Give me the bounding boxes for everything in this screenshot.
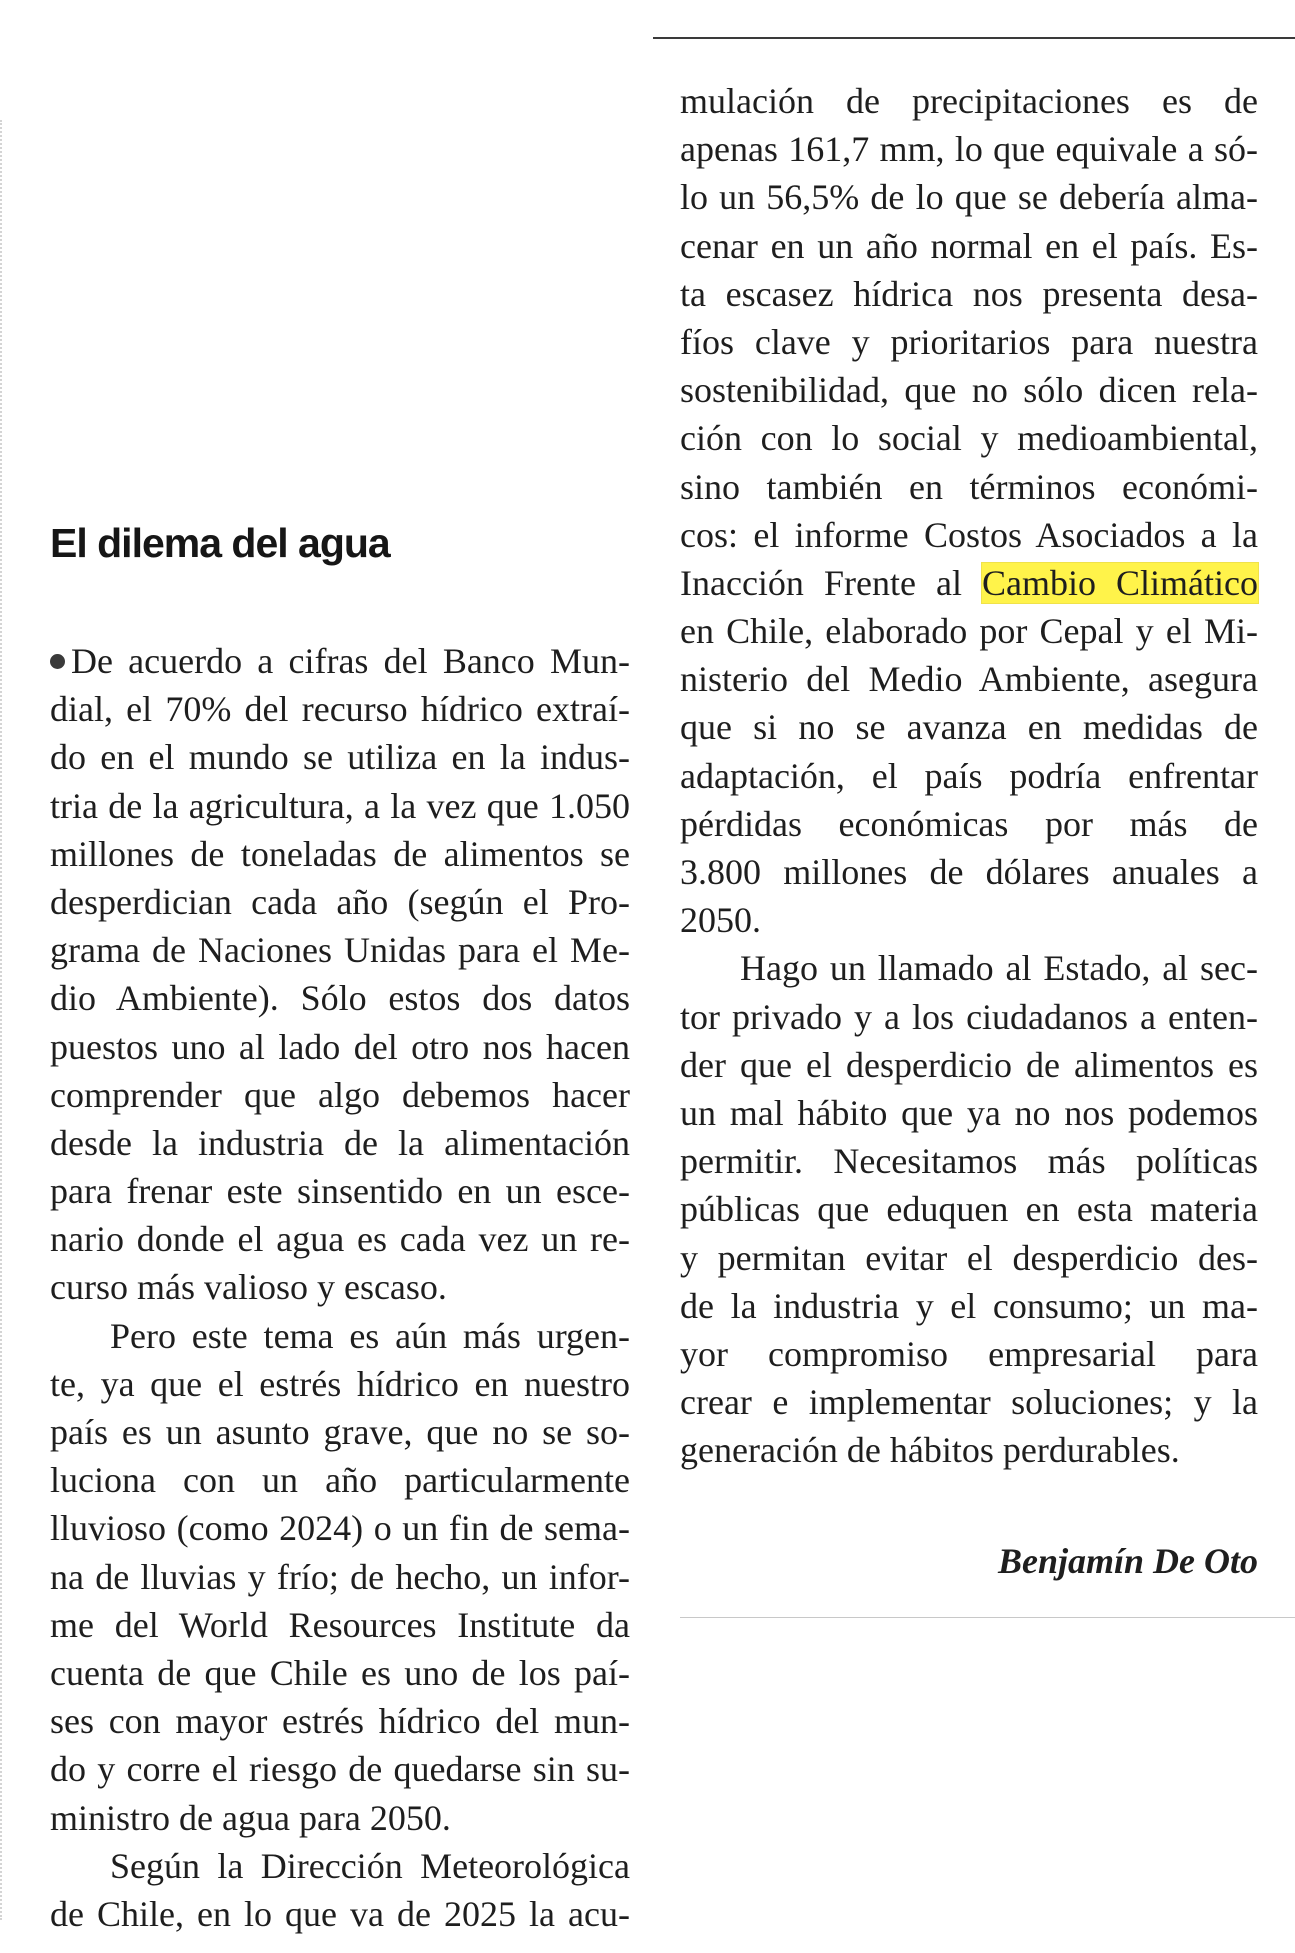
paragraph-4 [680, 944, 1258, 1474]
text-line: Según la Dirección Meteorológica [110, 1845, 630, 1886]
text-line: de Chile, en lo que va de 2025 la acu- [50, 1893, 630, 1934]
text-line: un mal hábito que ya no nos podemos [680, 1092, 1258, 1133]
author-signature: Benjamín De Oto [997, 1541, 1258, 1581]
text-line: públicas que eduquen en esta materia [680, 1189, 1258, 1230]
text-line: luciona con un año particularmente [50, 1460, 630, 1501]
text-line: lluvioso (como 2024) o un fin de sema- [50, 1508, 630, 1549]
bullet-icon [50, 654, 65, 669]
text-line: 3.800 millones de dólares anuales a [680, 852, 1258, 892]
text-line: lo un 56,5% de lo que se debería alma- [680, 177, 1258, 218]
text-line: do en el mundo se utiliza en la indus- [50, 737, 630, 778]
text-line: me del World Resources Institute da [50, 1604, 630, 1645]
text-line: Hago un llamado al Estado, al sec- [740, 948, 1258, 989]
text-line: de la industria y el consumo; un ma- [680, 1285, 1258, 1326]
bottom-rule [680, 1617, 1295, 1618]
text-line: apenas 161,7 mm, lo que equivale a só- [680, 129, 1258, 170]
text-line: do y corre el riesgo de quedarse sin su- [50, 1749, 630, 1790]
paragraph-3-start [50, 1842, 630, 1938]
text-line: mulación de precipitaciones es de [680, 81, 1258, 121]
text-line: desde la industria de la alimentación [50, 1122, 630, 1163]
left-column [50, 0, 630, 1938]
text-line: que si no se avanza en medidas de [680, 707, 1258, 748]
text-line [680, 559, 1258, 607]
text-line: ses con mayor estrés hídrico del mun- [50, 1701, 630, 1742]
text-line: en Chile, elaborado por Cepal y el Mi- [680, 611, 1258, 652]
right-column [680, 0, 1258, 1474]
text-line: De acuerdo a cifras del Banco Mun- [50, 637, 630, 685]
text-line: 2050. [680, 900, 761, 941]
text-line: tria de la agricultura, a la vez que 1.050 [50, 785, 630, 826]
text-line: ministro de agua para 2050. [50, 1797, 451, 1838]
text-line: y permitan evitar el desperdicio des- [680, 1237, 1258, 1278]
text-line: país es un asunto grave, que no se so- [50, 1412, 630, 1452]
text-line: Pero este tema es aún más urgen- [110, 1315, 630, 1356]
highlighted-term[interactable]: Cambio Climático [981, 562, 1258, 603]
text-line: sino también en términos económi- [680, 466, 1258, 507]
left-page-edge [0, 120, 2, 1920]
text-line: fíos clave y prioritarios para nuestra [680, 321, 1258, 362]
text-line: millones de toneladas de alimentos se [50, 833, 630, 874]
text-line: der que el desperdicio de alimentos es [680, 1044, 1258, 1085]
text-line: cuenta de que Chile es uno de los paí- [50, 1652, 630, 1693]
text-line: na de lluvias y frío; de hecho, un infor- [50, 1556, 630, 1597]
text-line: cos: el informe Costos Asociados a la [680, 514, 1258, 555]
text-line: nisterio del Medio Ambiente, asegura [680, 659, 1258, 700]
article-headline: El dilema del agua [50, 520, 390, 566]
paragraph-3-continued [680, 77, 1258, 944]
text-line: sostenibilidad, que no sólo dicen rela- [680, 370, 1258, 411]
text-line: nario donde el agua es cada vez un re- [50, 1219, 630, 1260]
text-line: cenar en un año normal en el país. Es- [680, 225, 1258, 266]
text-line: para frenar este sinsentido en un esce- [50, 1171, 630, 1212]
text-line: grama de Naciones Unidas para el Me- [50, 930, 630, 971]
text-line: permitir. Necesitamos más políticas [680, 1141, 1258, 1182]
paragraph-2 [50, 1312, 630, 1842]
text-line: te, ya que el estrés hídrico en nuestro [50, 1363, 630, 1404]
text-line: comprender que algo debemos hacer [50, 1074, 630, 1115]
text-line: ta escasez hídrica nos presenta desa- [680, 273, 1258, 314]
text-line: dial, el 70% del recurso hídrico extraí- [50, 689, 630, 730]
text-line: dio Ambiente). Sólo estos dos datos [50, 978, 630, 1019]
text-line: yor compromiso empresarial para [680, 1333, 1258, 1374]
text-line: ción con lo social y medioambiental, [680, 418, 1258, 459]
text-line: generación de hábitos perdurables. [680, 1430, 1180, 1471]
text-line: pérdidas económicas por más de [680, 803, 1258, 844]
text-before-highlight: Inacción Frente al [680, 562, 982, 603]
paragraph-1 [50, 637, 630, 1312]
text-line: crear e implementar soluciones; y la [680, 1382, 1258, 1423]
text-line: desperdician cada año (según el Pro- [50, 881, 630, 922]
text-line: tor privado y a los ciudadanos a enten- [680, 996, 1258, 1037]
text-line: puestos uno al lado del otro nos hacen [50, 1026, 630, 1067]
text-line: curso más valioso y escaso. [50, 1267, 447, 1308]
text-line: adaptación, el país podría enfrentar [680, 755, 1258, 796]
